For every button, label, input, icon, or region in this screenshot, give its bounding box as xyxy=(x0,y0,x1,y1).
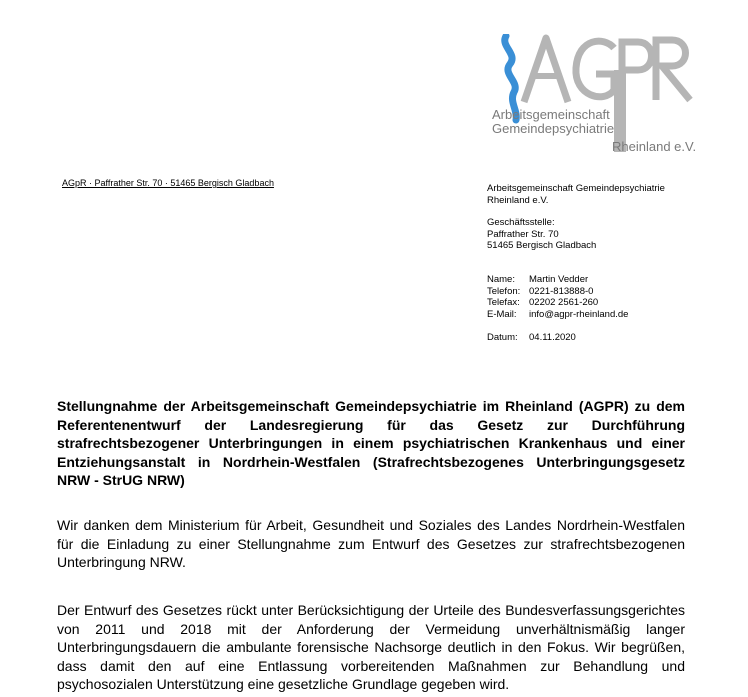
body-paragraph-2: Der Entwurf des Gesetzes rückt unter Berücksichtigung der Urteile des Bundesverfassungsgerichtes von 2011 und 2018 mit der Anforderung der Vermeidung unverhältnismäßig langer Unterbringungsdauern die ambulante forensische Nachsorge deutlich in den Fokus. Wir begrüßen, dass damit den auf eine Entlassung vorbereitenden Maßnahmen zur Behandlung und psychosozialen Unterstützung eine gesetzliche Grundlage gegeben wird. xyxy=(57,602,685,692)
contact-email-row xyxy=(487,309,628,321)
contact-fax-value: 02202 2561-260 xyxy=(529,297,599,308)
sender-address-line: AGpR · Paffrather Str. 70 · 51465 Bergisch Gladbach xyxy=(62,178,274,188)
date-label: Datum: xyxy=(487,332,518,343)
agpr-logo-mark xyxy=(496,34,701,156)
date-block xyxy=(487,332,576,344)
contact-fax-label: Telefax: xyxy=(487,297,520,308)
organization-suffix: Rheinland e.V. xyxy=(487,194,549,206)
contact-email-label: E-Mail: xyxy=(487,308,517,320)
organization-block xyxy=(487,183,665,206)
contact-block xyxy=(487,274,628,320)
date-row xyxy=(487,332,576,344)
contact-phone-value: 0221-813888-0 xyxy=(529,285,594,297)
organization-name: Arbeitsgemeinschaft Gemeindepsychiatrie xyxy=(487,183,665,194)
logo-text-line-2: Gemeindepsychiatrie xyxy=(492,121,615,136)
contact-name-label: Name: xyxy=(487,274,515,285)
contact-fax-row xyxy=(487,297,628,309)
contact-email-value: info@agpr-rheinland.de xyxy=(529,308,629,320)
logo-text-line-1: Arbeitsgemeinschaft xyxy=(492,107,610,122)
office-block xyxy=(487,217,596,252)
office-street: Paffrather Str. 70 xyxy=(487,228,559,240)
agpr-logo xyxy=(492,34,701,156)
logo-text-line-3: Rheinland e.V. xyxy=(612,139,697,154)
office-title: Geschäftsstelle: xyxy=(487,217,555,228)
contact-name-row xyxy=(487,274,628,286)
contact-name-value: Martin Vedder xyxy=(529,274,589,285)
office-city: 51465 Bergisch Gladbach xyxy=(487,240,597,251)
date-value: 04.11.2020 xyxy=(529,332,576,343)
document-heading: Stellungnahme der Arbeitsgemeinschaft Gemeindepsychiatrie im Rheinland (AGPR) zu dem Referentenentwurf der Landesregierung für das Gesetz zur Durchführung strafrechtsbezogener Unterbringungen in einem psychiatrischen Krankenhaus und einer Entziehungsanstalt in Nordrhein-Westfalen (Strafrechtsbezogenes Unterbringungsgesetz NRW - StrUG NRW) xyxy=(57,398,685,488)
body-paragraph-1: Wir danken dem Ministerium für Arbeit, Gesundheit und Soziales des Landes Nordrhein-Westfalen für die Einladung zu einer Stellungnahme zum Entwurf des Gesetzes zur strafrechtsbezogenen Unterbringung NRW. xyxy=(57,517,685,570)
contact-phone-row xyxy=(487,286,628,298)
contact-phone-label: Telefon: xyxy=(487,285,521,297)
